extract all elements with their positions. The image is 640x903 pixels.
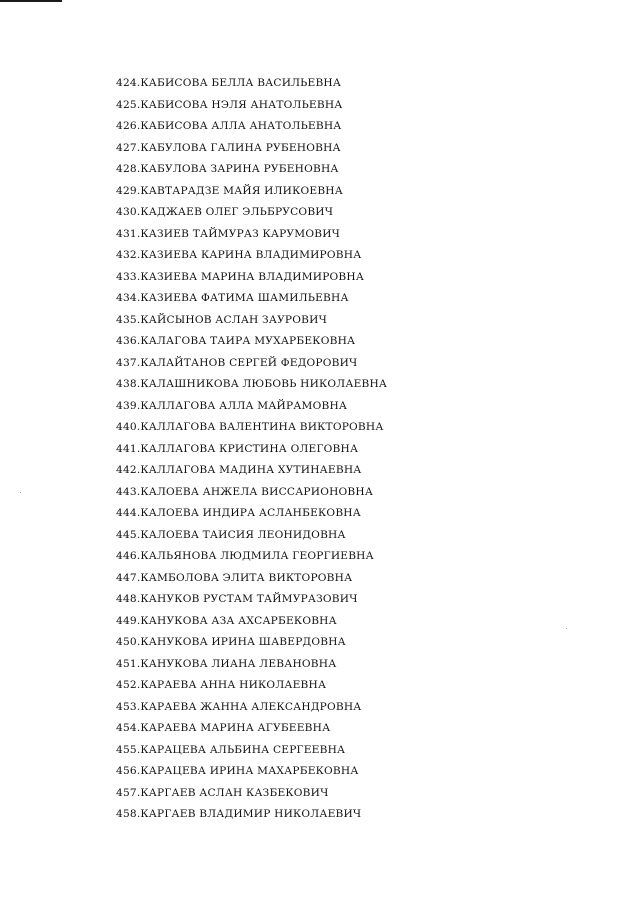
list-item: 449.КАНУКОВА АЗА АХСАРБЕКОВНА xyxy=(116,614,337,627)
list-item: 442.КАЛЛАГОВА МАДИНА ХУТИНАЕВНА xyxy=(116,464,362,476)
list-item: 435.КАЙСЫНОВ АСЛАН ЗАУРОВИЧ xyxy=(116,313,327,326)
list-item: 454.КАРАЕВА МАРИНА АГУБЕЕВНА xyxy=(116,722,331,734)
list-item: 432.КАЗИЕВА КАРИНА ВЛАДИМИРОВНА xyxy=(116,249,362,261)
list-item: 424.КАБИСОВА БЕЛЛА ВАСИЛЬЕВНА xyxy=(116,77,342,89)
list-item: 429.КАВТАРАДЗЕ МАЙЯ ИЛИКОЕВНА xyxy=(116,184,343,197)
list-item: 457.КАРГАЕВ АСЛАН КАЗБЕКОВИЧ xyxy=(116,786,329,799)
list-item: 434.КАЗИЕВА ФАТИМА ШАМИЛЬЕВНА xyxy=(116,292,349,304)
list-item: 425.КАБИСОВА НЭЛЯ АНАТОЛЬЕВНА xyxy=(116,98,343,111)
list-item: 441.КАЛЛАГОВА КРИСТИНА ОЛЕГОВНА xyxy=(116,442,359,455)
list-item: 450.КАНУКОВА ИРИНА ШАВЕРДОВНА xyxy=(116,636,346,648)
list-item: 436.КАЛАГОВА ТАИРА МУХАРБЕКОВНА xyxy=(116,335,356,347)
scan-speck xyxy=(20,492,21,493)
list-item: 439.КАЛЛАГОВА АЛЛА МАЙРАМОВНА xyxy=(116,399,348,412)
list-item: 428.КАБУЛОВА ЗАРИНА РУБЕНОВНА xyxy=(116,163,339,175)
list-item: 455.КАРАЦЕВА АЛЬБИНА СЕРГЕЕВНА xyxy=(116,743,346,756)
list-item: 445.КАЛОЕВА ТАИСИЯ ЛЕОНИДОВНА xyxy=(116,528,346,541)
list-item: 446.КАЛЬЯНОВА ЛЮДМИЛА ГЕОРГИЕВНА xyxy=(116,550,374,562)
list-item: 453.КАРАЕВА ЖАННА АЛЕКСАНДРОВНА xyxy=(116,700,362,713)
list-item: 427.КАБУЛОВА ГАЛИНА РУБЕНОВНА xyxy=(116,141,341,154)
scan-speck xyxy=(566,628,567,629)
list-item: 452.КАРАЕВА АННА НИКОЛАЕВНА xyxy=(116,679,327,691)
list-item: 433.КАЗИЕВА МАРИНА ВЛАДИМИРОВНА xyxy=(116,270,365,283)
list-item: 440.КАЛЛАГОВА ВАЛЕНТИНА ВИКТОРОВНА xyxy=(116,421,384,433)
list-item: 444.КАЛОЕВА ИНДИРА АСЛАНБЕКОВНА xyxy=(116,507,361,519)
list-item: 456.КАРАЦЕВА ИРИНА МАХАРБЕКОВНА xyxy=(116,765,359,777)
list-item: 443.КАЛОЕВА АНЖЕЛА ВИССАРИОНОВНА xyxy=(116,485,374,498)
list-item: 447.КАМБОЛОВА ЭЛИТА ВИКТОРОВНА xyxy=(116,571,353,584)
scan-edge-mark xyxy=(0,0,62,2)
list-item: 448.КАНУКОВ РУСТАМ ТАЙМУРАЗОВИЧ xyxy=(116,593,358,605)
list-item: 426.КАБИСОВА АЛЛА АНАТОЛЬЕВНА xyxy=(116,120,342,132)
list-item: 451.КАНУКОВА ЛИАНА ЛЕВАНОВНА xyxy=(116,657,337,670)
list-item: 430.КАДЖАЕВ ОЛЕГ ЭЛЬБРУСОВИЧ xyxy=(116,206,334,218)
name-list xyxy=(116,73,387,826)
list-item: 431.КАЗИЕВ ТАЙМУРАЗ КАРУМОВИЧ xyxy=(116,227,341,240)
list-item: 437.КАЛАЙТАНОВ СЕРГЕЙ ФЕДОРОВИЧ xyxy=(116,356,358,369)
list-item: 438.КАЛАШНИКОВА ЛЮБОВЬ НИКОЛАЕВНА xyxy=(116,378,388,390)
list-item: 458.КАРГАЕВ ВЛАДИМИР НИКОЛАЕВИЧ xyxy=(116,808,362,820)
